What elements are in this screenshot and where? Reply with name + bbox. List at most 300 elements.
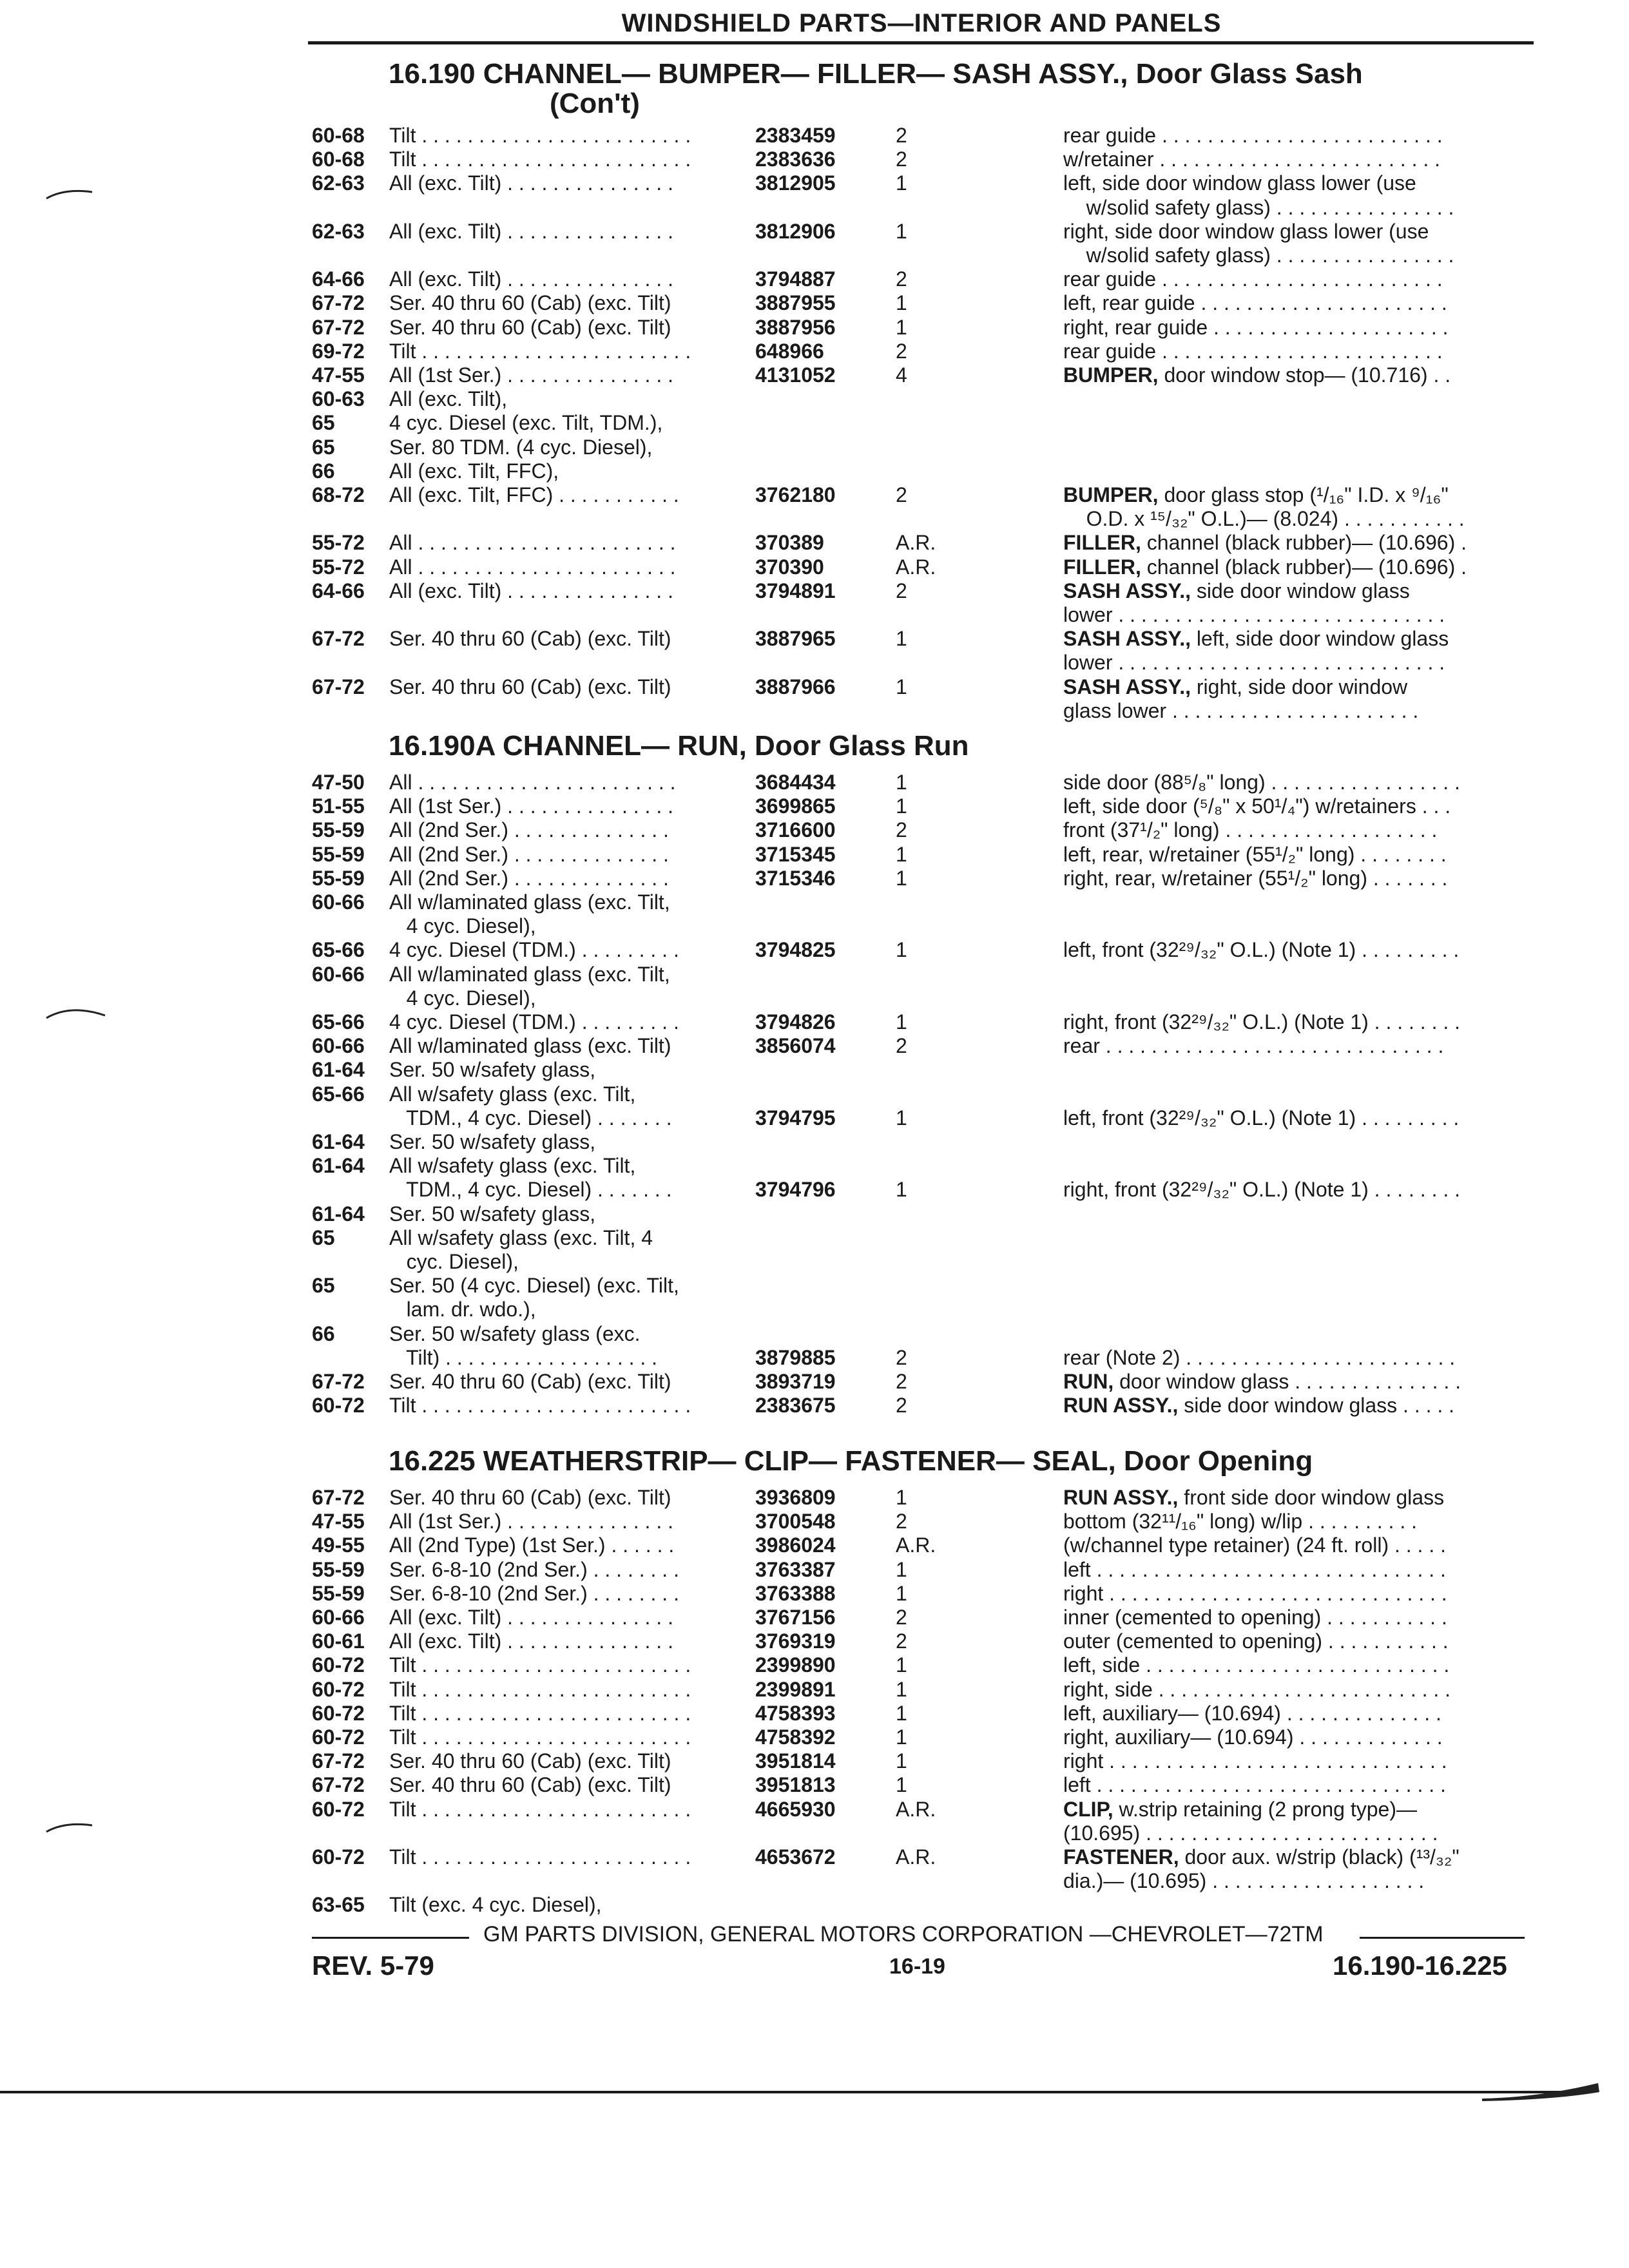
model-cell: All (exc. Tilt) . . . . . . . . . . . . . . . xyxy=(389,267,673,291)
quantity-cell: 1 xyxy=(896,1725,907,1749)
model-cell: cyc. Diesel), xyxy=(389,1250,519,1273)
table-row xyxy=(0,1533,1629,1557)
part-number-cell: 3794891 xyxy=(755,579,836,602)
description-cell xyxy=(1063,244,1534,267)
model-cell: All (exc. Tilt) . . . . . . . . . . . . . . . xyxy=(389,219,673,243)
table-row xyxy=(0,148,1629,171)
description-cell xyxy=(1063,1749,1534,1773)
quantity-cell: 2 xyxy=(896,1510,907,1533)
description-cell xyxy=(1063,340,1534,363)
description-cell xyxy=(1063,1034,1534,1058)
model-cell: Ser. 80 TDM. (4 cyc. Diesel), xyxy=(389,435,653,459)
model-cell: All w/laminated glass (exc. Tilt, xyxy=(389,962,670,986)
quantity-cell: 1 xyxy=(896,842,907,866)
year-cell: 60-72 xyxy=(312,1845,365,1869)
table-row xyxy=(0,1486,1629,1510)
model-cell: Ser. 40 thru 60 (Cab) (exc. Tilt) xyxy=(389,627,671,651)
description-cell xyxy=(1063,483,1534,507)
description-cell xyxy=(1063,794,1534,818)
year-cell: 60-72 xyxy=(312,1677,365,1701)
description-text: left, rear guide . . . . . . . . . . . . . . . . . . . . . . xyxy=(1063,291,1447,315)
model-cell: Ser. 40 thru 60 (Cab) (exc. Tilt) xyxy=(389,1486,671,1509)
description-cell xyxy=(1063,1773,1534,1797)
table-row xyxy=(0,1202,1629,1226)
part-number-cell: 3715345 xyxy=(755,842,836,866)
description-text: left, rear, w/retainer (55¹/₂" long) . . . . . . . . xyxy=(1063,842,1447,866)
model-cell: 4 cyc. Diesel), xyxy=(389,914,536,938)
part-number-cell: 3794796 xyxy=(755,1178,836,1202)
model-cell: 4 cyc. Diesel (TDM.) . . . . . . . . . xyxy=(389,938,679,962)
model-cell: Ser. 40 thru 60 (Cab) (exc. Tilt) xyxy=(389,291,671,315)
model-cell: Tilt . . . . . . . . . . . . . . . . . . . . . . . . xyxy=(389,1797,691,1821)
table-row xyxy=(0,1558,1629,1582)
revision-label: REV. 5-79 xyxy=(312,1950,434,1981)
table-row xyxy=(0,1106,1629,1130)
description-text: rear (Note 2) . . . . . . . . . . . . . . . . . . . . . . . . xyxy=(1063,1345,1456,1369)
table-row xyxy=(0,651,1629,675)
page-title: WINDSHIELD PARTS—INTERIOR AND PANELS xyxy=(621,9,1222,37)
model-cell: Ser. 50 (4 cyc. Diesel) (exc. Tilt, xyxy=(389,1274,679,1298)
description-text: right, rear, w/retainer (55¹/₂" long) . . . . . . . xyxy=(1063,866,1448,890)
description-text: right . . . . . . . . . . . . . . . . . . . . . . . . . . . . . . xyxy=(1063,1581,1447,1605)
description-cell xyxy=(1063,1845,1534,1869)
year-cell: 65 xyxy=(312,411,335,435)
model-cell: All w/safety glass (exc. Tilt, xyxy=(389,1154,636,1178)
year-cell: 67-72 xyxy=(312,1370,365,1393)
description-text: w/retainer . . . . . . . . . . . . . . . . . . . . . . . . . xyxy=(1063,148,1441,171)
description-cell xyxy=(1063,1606,1534,1629)
description-bold-label: BUMPER, xyxy=(1063,483,1159,506)
scan-artifact-mark xyxy=(45,1005,106,1019)
part-number-cell: 3699865 xyxy=(755,794,836,818)
year-cell: 61-64 xyxy=(312,1154,365,1178)
description-text: right, auxiliary— (10.694) . . . . . . . . . . . . . xyxy=(1063,1725,1443,1749)
description-cell xyxy=(1063,1370,1534,1394)
table-row xyxy=(0,867,1629,890)
table-row xyxy=(0,220,1629,244)
description-text: lower . . . . . . . . . . . . . . . . . . . . . . . . . . . . . xyxy=(1063,651,1445,675)
year-cell: 65 xyxy=(312,1274,335,1298)
description-cell xyxy=(1063,938,1534,962)
table-row xyxy=(0,1798,1629,1821)
table-row xyxy=(0,1130,1629,1154)
quantity-cell: 2 xyxy=(896,124,907,147)
description-text: left, auxiliary— (10.694) . . . . . . . . . . . . . . xyxy=(1063,1701,1441,1725)
table-row xyxy=(0,1082,1629,1106)
description-cell xyxy=(1063,603,1534,627)
model-cell: All (exc. Tilt) . . . . . . . . . . . . . . . xyxy=(389,579,673,602)
year-cell: 60-72 xyxy=(312,1701,365,1725)
quantity-cell: 2 xyxy=(896,1629,907,1653)
description-text: rear . . . . . . . . . . . . . . . . . . . . . . . . . . . . . . xyxy=(1063,1034,1444,1058)
model-cell: All (exc. Tilt, FFC) . . . . . . . . . . . xyxy=(389,483,679,506)
description-cell xyxy=(1063,316,1534,340)
model-cell: Ser. 40 thru 60 (Cab) (exc. Tilt) xyxy=(389,675,671,698)
table-row xyxy=(0,436,1629,459)
quantity-cell: 1 xyxy=(896,938,907,962)
table-row xyxy=(0,531,1629,555)
year-cell: 60-66 xyxy=(312,1606,365,1629)
quantity-cell: 1 xyxy=(896,1677,907,1701)
footer-publisher: GM PARTS DIVISION, GENERAL MOTORS CORPORATION —CHEVROLET—72TM xyxy=(483,1922,1324,1946)
quantity-cell: 1 xyxy=(896,1581,907,1605)
year-cell: 60-72 xyxy=(312,1797,365,1821)
year-cell: 63-65 xyxy=(312,1893,365,1917)
year-cell: 55-59 xyxy=(312,866,365,890)
table-row xyxy=(0,699,1629,723)
description-text: side door (88⁵/₈" long) . . . . . . . . . . . . . . . . . xyxy=(1063,771,1460,794)
part-number-cell: 3812906 xyxy=(755,219,836,243)
model-cell: All . . . . . . . . . . . . . . . . . . . . . . . xyxy=(389,555,676,579)
year-cell: 64-66 xyxy=(312,579,365,602)
description-cell xyxy=(1063,699,1534,723)
description-text: channel (black rubber)— (10.696) . xyxy=(1141,531,1467,555)
description-cell xyxy=(1063,1558,1534,1582)
section-heading-text: 16.190A CHANNEL— RUN, Door Glass Run xyxy=(389,730,969,762)
part-number-cell: 3794795 xyxy=(755,1106,836,1129)
table-row xyxy=(0,579,1629,603)
table-row xyxy=(0,890,1629,914)
quantity-cell: 1 xyxy=(896,866,907,890)
table-row xyxy=(0,387,1629,411)
description-text: right, front (32²⁹/₃₂" O.L.) (Note 1) . . . . . . . . xyxy=(1063,1178,1461,1202)
model-cell: Ser. 50 w/safety glass, xyxy=(389,1130,596,1153)
description-cell xyxy=(1063,1533,1534,1557)
description-text: dia.)— (10.695) . . . . . . . . . . . . . . . . . . . xyxy=(1063,1869,1425,1893)
bottom-rule xyxy=(0,2091,1572,2093)
year-cell: 68-72 xyxy=(312,483,365,506)
description-cell xyxy=(1063,1702,1534,1725)
section-heading-text: 16.190 CHANNEL— BUMPER— FILLER— SASH ASSY., Door Glass Sash xyxy=(389,58,1363,90)
model-cell: Tilt . . . . . . . . . . . . . . . . . . . . . . . . xyxy=(389,1653,691,1677)
description-cell xyxy=(1063,818,1534,842)
description-cell xyxy=(1063,1798,1534,1821)
year-cell: 67-72 xyxy=(312,291,365,315)
description-cell xyxy=(1063,220,1534,244)
part-number-cell: 3763387 xyxy=(755,1557,836,1581)
year-cell: 65-66 xyxy=(312,1010,365,1033)
year-cell: 60-63 xyxy=(312,387,365,411)
scan-artifact-mark xyxy=(1476,2078,1605,2104)
model-cell: All (exc. Tilt, FFC), xyxy=(389,459,559,483)
model-cell: All (2nd Ser.) . . . . . . . . . . . . . . xyxy=(389,842,669,866)
part-number-cell: 2399890 xyxy=(755,1653,836,1677)
table-row xyxy=(0,1322,1629,1346)
description-cell xyxy=(1063,1869,1534,1893)
model-cell: Tilt . . . . . . . . . . . . . . . . . . . . . . . . xyxy=(389,1725,691,1749)
description-cell xyxy=(1063,1486,1534,1510)
description-text: left . . . . . . . . . . . . . . . . . . . . . . . . . . . . . . . xyxy=(1063,1773,1446,1797)
year-cell: 55-59 xyxy=(312,842,365,866)
scan-artifact-mark xyxy=(45,1820,93,1833)
description-text: left, side door (⁵/₈" x 50¹/₄") w/retainers . . . xyxy=(1063,794,1451,818)
quantity-cell: 1 xyxy=(896,627,907,651)
section-range: 16.190-16.225 xyxy=(1333,1950,1507,1981)
table-row xyxy=(0,244,1629,267)
description-text: right, front (32²⁹/₃₂" O.L.) (Note 1) . . . . . . . . xyxy=(1063,1010,1461,1033)
description-text: left, front (32²⁹/₃₂" O.L.) (Note 1) . . . . . . . . . xyxy=(1063,1106,1460,1129)
quantity-cell: 1 xyxy=(896,219,907,243)
description-cell xyxy=(1063,291,1534,315)
part-number-cell: 4758392 xyxy=(755,1725,836,1749)
description-text: front (37¹/₂" long) . . . . . . . . . . . . . . . . . . . xyxy=(1063,818,1438,842)
description-text: (10.695) . . . . . . . . . . . . . . . . . . . . . . . . . . xyxy=(1063,1821,1438,1845)
model-cell: All (1st Ser.) . . . . . . . . . . . . . . . xyxy=(389,1510,673,1533)
table-row xyxy=(0,1702,1629,1725)
year-cell: 60-66 xyxy=(312,1034,365,1058)
quantity-cell: A.R. xyxy=(896,555,936,579)
part-number-cell: 3716600 xyxy=(755,818,836,842)
table-row xyxy=(0,1298,1629,1321)
quantity-cell: A.R. xyxy=(896,1533,936,1557)
model-cell: Tilt . . . . . . . . . . . . . . . . . . . . . . . . xyxy=(389,1394,691,1418)
model-cell: Tilt . . . . . . . . . . . . . . . . . . . . . . . . xyxy=(389,339,691,363)
description-text: w/solid safety glass) . . . . . . . . . . . . . . . . xyxy=(1063,244,1454,267)
table-row xyxy=(0,1250,1629,1274)
section-subheading-text: (Con't) xyxy=(550,88,640,119)
description-text: lower . . . . . . . . . . . . . . . . . . . . . . . . . . . . . xyxy=(1063,603,1445,626)
year-cell: 49-55 xyxy=(312,1533,365,1557)
model-cell: All (exc. Tilt) . . . . . . . . . . . . . . . xyxy=(389,1606,673,1629)
quantity-cell: 1 xyxy=(896,675,907,698)
table-row xyxy=(0,1010,1629,1034)
part-number-cell: 648966 xyxy=(755,339,824,363)
year-cell: 65 xyxy=(312,435,335,459)
part-number-cell: 3893719 xyxy=(755,1370,836,1393)
scan-artifact-mark xyxy=(45,187,93,200)
description-text: door window glass . . . . . . . . . . . . . . . xyxy=(1113,1370,1461,1393)
quantity-cell: 1 xyxy=(896,1486,907,1509)
year-cell: 60-68 xyxy=(312,124,365,147)
footer-rule-right xyxy=(1360,1937,1525,1939)
table-row xyxy=(0,411,1629,435)
table-row xyxy=(0,267,1629,291)
table-row xyxy=(0,1178,1629,1202)
description-cell xyxy=(1063,1106,1534,1130)
quantity-cell: 2 xyxy=(896,339,907,363)
part-number-cell: 3887955 xyxy=(755,291,836,315)
year-cell: 67-72 xyxy=(312,315,365,339)
description-cell xyxy=(1063,1394,1534,1418)
part-number-cell: 3986024 xyxy=(755,1533,836,1557)
description-cell xyxy=(1063,148,1534,171)
quantity-cell: 2 xyxy=(896,579,907,602)
table-row xyxy=(0,1749,1629,1773)
quantity-cell: 1 xyxy=(896,1749,907,1773)
table-row xyxy=(0,291,1629,315)
year-cell: 55-72 xyxy=(312,555,365,579)
table-row xyxy=(0,963,1629,986)
quantity-cell: 1 xyxy=(896,1557,907,1581)
model-cell: All (exc. Tilt) . . . . . . . . . . . . . . . xyxy=(389,171,673,195)
table-row xyxy=(0,1226,1629,1250)
description-text: door window stop— (10.716) . . xyxy=(1158,363,1451,387)
model-cell: 4 cyc. Diesel (exc. Tilt, TDM.), xyxy=(389,411,663,435)
table-row xyxy=(0,555,1629,579)
description-text: outer (cemented to opening) . . . . . . . . . . . xyxy=(1063,1629,1449,1653)
model-cell: Tilt . . . . . . . . . . . . . . . . . . . . . . . . xyxy=(389,124,691,147)
table-row xyxy=(0,771,1629,794)
part-number-cell: 4665930 xyxy=(755,1797,836,1821)
year-cell: 60-72 xyxy=(312,1394,365,1418)
description-bold-label: SASH ASSY., xyxy=(1063,627,1191,651)
part-number-cell: 370390 xyxy=(755,555,824,579)
description-bold-label: RUN ASSY., xyxy=(1063,1394,1179,1418)
quantity-cell: 2 xyxy=(896,1606,907,1629)
year-cell: 60-66 xyxy=(312,890,365,914)
table-row xyxy=(0,507,1629,531)
part-number-cell: 3767156 xyxy=(755,1606,836,1629)
part-number-cell: 3794887 xyxy=(755,267,836,291)
table-row xyxy=(0,1346,1629,1370)
year-cell: 67-72 xyxy=(312,1749,365,1773)
part-number-cell: 2383636 xyxy=(755,148,836,171)
quantity-cell: 1 xyxy=(896,1178,907,1202)
table-row xyxy=(0,1370,1629,1394)
description-text: door glass stop (¹/₁₆" I.D. x ⁹/₁₆" xyxy=(1158,483,1449,506)
quantity-cell: 4 xyxy=(896,363,907,387)
description-cell xyxy=(1063,627,1534,651)
description-text: left, side door window glass lower (use xyxy=(1063,171,1416,195)
section-heading-16-190 xyxy=(389,59,1363,119)
description-text: left . . . . . . . . . . . . . . . . . . . . . . . . . . . . . . . xyxy=(1063,1557,1446,1581)
description-cell xyxy=(1063,771,1534,794)
description-cell xyxy=(1063,267,1534,291)
description-text: (w/channel type retainer) (24 ft. roll) . . . . . xyxy=(1063,1533,1446,1557)
description-cell xyxy=(1063,843,1534,867)
description-bold-label: BUMPER, xyxy=(1063,363,1159,387)
year-cell: 61-64 xyxy=(312,1058,365,1082)
year-cell: 67-72 xyxy=(312,1486,365,1509)
section-heading-16-225 xyxy=(389,1446,1313,1476)
model-cell: Ser. 40 thru 60 (Cab) (exc. Tilt) xyxy=(389,1749,671,1773)
model-cell: All (1st Ser.) . . . . . . . . . . . . . . . xyxy=(389,363,673,387)
description-text: right, rear guide . . . . . . . . . . . . . . . . . . . . . xyxy=(1063,315,1449,339)
table-row xyxy=(0,1725,1629,1749)
part-number-cell: 2399891 xyxy=(755,1677,836,1701)
model-cell: Tilt . . . . . . . . . . . . . . . . . . . . . . . . xyxy=(389,148,691,171)
quantity-cell: 2 xyxy=(896,483,907,506)
year-cell: 65-66 xyxy=(312,1082,365,1106)
description-text: w.strip retaining (2 prong type)— xyxy=(1113,1797,1417,1821)
year-cell: 64-66 xyxy=(312,267,365,291)
model-cell: All (1st Ser.) . . . . . . . . . . . . . . . xyxy=(389,794,673,818)
year-cell: 55-59 xyxy=(312,1581,365,1605)
table-row xyxy=(0,603,1629,627)
model-cell: Ser. 40 thru 60 (Cab) (exc. Tilt) xyxy=(389,1773,671,1797)
year-cell: 66 xyxy=(312,1321,335,1345)
table-row xyxy=(0,316,1629,340)
year-cell: 62-63 xyxy=(312,171,365,195)
year-cell: 60-66 xyxy=(312,962,365,986)
description-cell xyxy=(1063,579,1534,603)
table-row xyxy=(0,1893,1629,1917)
table-row xyxy=(0,1845,1629,1869)
year-cell: 55-59 xyxy=(312,818,365,842)
table-row xyxy=(0,459,1629,483)
description-cell xyxy=(1063,1725,1534,1749)
description-cell xyxy=(1063,363,1534,387)
model-cell: Tilt . . . . . . . . . . . . . . . . . . . . . . . . xyxy=(389,1677,691,1701)
model-cell: Ser. 6-8-10 (2nd Ser.) . . . . . . . . xyxy=(389,1557,679,1581)
model-cell: Tilt) . . . . . . . . . . . . . . . . . . . xyxy=(389,1345,658,1369)
part-number-cell: 3887965 xyxy=(755,627,836,651)
part-number-cell: 3951814 xyxy=(755,1749,836,1773)
description-text: inner (cemented to opening) . . . . . . . . . . . xyxy=(1063,1606,1447,1629)
table-row xyxy=(0,675,1629,699)
description-cell xyxy=(1063,1510,1534,1533)
table-row xyxy=(0,1058,1629,1082)
year-cell: 69-72 xyxy=(312,339,365,363)
description-text: bottom (32¹¹/₁₆" long) w/lip . . . . . . . . . . xyxy=(1063,1510,1417,1533)
part-number-cell: 4758393 xyxy=(755,1701,836,1725)
part-number-cell: 3762180 xyxy=(755,483,836,506)
quantity-cell: 2 xyxy=(896,267,907,291)
part-number-cell: 370389 xyxy=(755,531,824,555)
description-cell xyxy=(1063,196,1534,220)
table-row xyxy=(0,1869,1629,1893)
quantity-cell: 1 xyxy=(896,171,907,195)
description-text: side door window glass . . . . . xyxy=(1178,1394,1455,1418)
section-heading-text: 16.225 WEATHERSTRIP— CLIP— FASTENER— SEAL, Door Opening xyxy=(389,1445,1313,1477)
model-cell: Ser. 40 thru 60 (Cab) (exc. Tilt) xyxy=(389,315,671,339)
quantity-cell: 2 xyxy=(896,1034,907,1058)
part-number-cell: 3936809 xyxy=(755,1486,836,1509)
table-row xyxy=(0,363,1629,387)
description-cell xyxy=(1063,1178,1534,1202)
quantity-cell: 2 xyxy=(896,1394,907,1418)
model-cell: 4 cyc. Diesel), xyxy=(389,986,536,1010)
description-text: glass lower . . . . . . . . . . . . . . . . . . . . . . xyxy=(1063,698,1419,722)
description-cell xyxy=(1063,1653,1534,1677)
description-text: left, front (32²⁹/₃₂" O.L.) (Note 1) . . . . . . . . . xyxy=(1063,938,1460,962)
description-text: door aux. w/strip (black) (¹³/₃₂" xyxy=(1179,1845,1460,1869)
table-row xyxy=(0,1606,1629,1629)
description-text: O.D. x ¹⁵/₃₂" O.L.)— (8.024) . . . . . . . . . . . xyxy=(1063,507,1465,531)
model-cell: 4 cyc. Diesel (TDM.) . . . . . . . . . xyxy=(389,1010,679,1033)
table-row xyxy=(0,914,1629,938)
table-row xyxy=(0,794,1629,818)
part-number-cell: 3879885 xyxy=(755,1345,836,1369)
description-cell xyxy=(1063,867,1534,890)
model-cell: All (exc. Tilt), xyxy=(389,387,508,411)
part-number-cell: 2383459 xyxy=(755,124,836,147)
part-number-cell: 3700548 xyxy=(755,1510,836,1533)
quantity-cell: A.R. xyxy=(896,1845,936,1869)
description-cell xyxy=(1063,124,1534,148)
table-row xyxy=(0,627,1629,651)
part-number-cell: 3951813 xyxy=(755,1773,836,1797)
description-cell xyxy=(1063,531,1534,555)
header-rule xyxy=(308,41,1534,44)
description-cell xyxy=(1063,555,1534,579)
part-number-cell: 4131052 xyxy=(755,363,836,387)
year-cell: 61-64 xyxy=(312,1202,365,1225)
description-bold-label: SASH ASSY., xyxy=(1063,579,1191,602)
year-cell: 62-63 xyxy=(312,219,365,243)
year-cell: 60-61 xyxy=(312,1629,365,1653)
year-cell: 47-55 xyxy=(312,363,365,387)
description-cell xyxy=(1063,1629,1534,1653)
part-number-cell: 3715346 xyxy=(755,866,836,890)
description-bold-label: RUN, xyxy=(1063,1370,1114,1393)
year-cell: 65-66 xyxy=(312,938,365,962)
table-row xyxy=(0,196,1629,220)
year-cell: 55-59 xyxy=(312,1557,365,1581)
description-text: right . . . . . . . . . . . . . . . . . . . . . . . . . . . . . . xyxy=(1063,1749,1447,1773)
model-cell: Ser. 50 w/safety glass, xyxy=(389,1202,596,1225)
table-row xyxy=(0,986,1629,1010)
